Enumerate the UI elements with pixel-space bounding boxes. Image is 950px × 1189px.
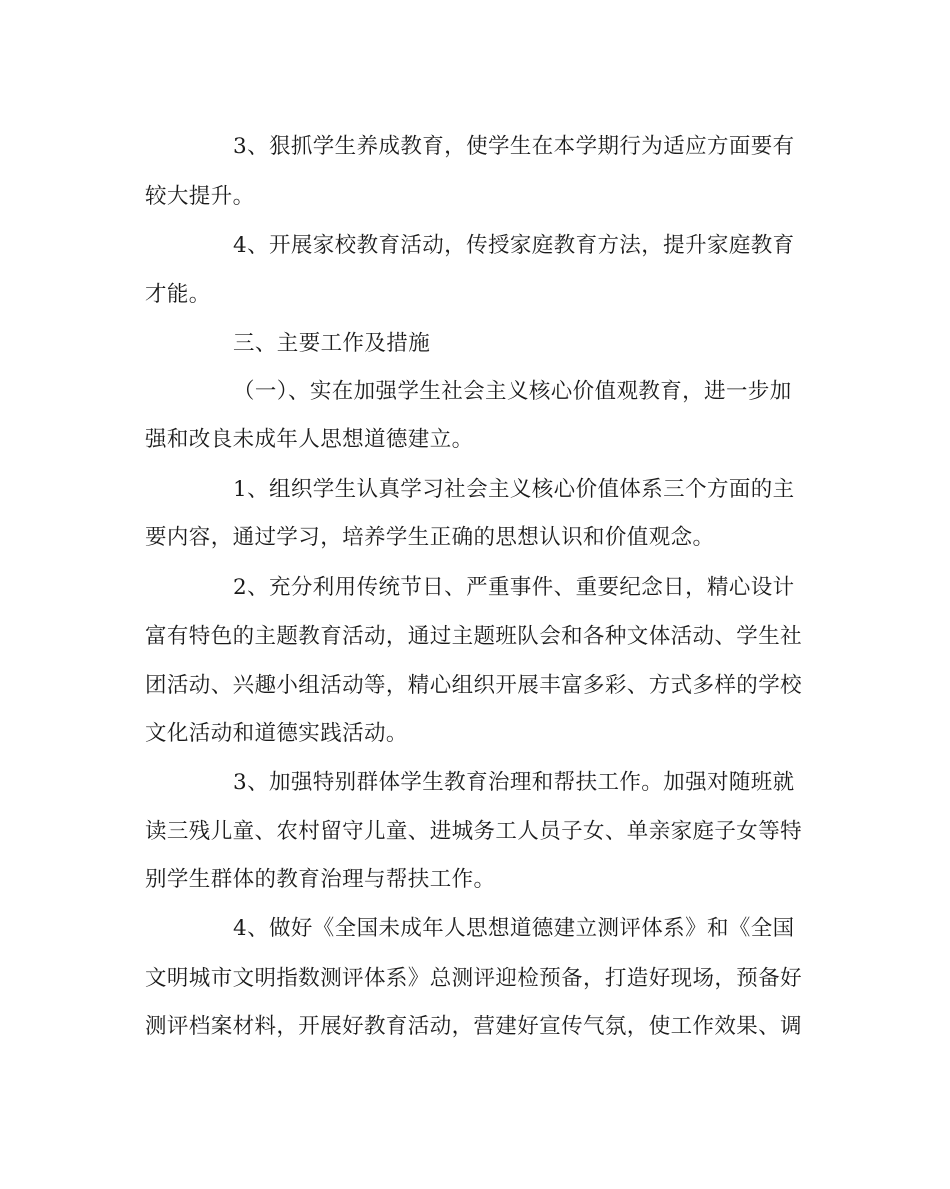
text-line: 别学生群体的教育治理与帮扶工作。 xyxy=(145,867,496,892)
text-line: 文化活动和道德实践活动。 xyxy=(145,721,408,746)
text-line: 4、开展家校教育活动，传授家庭教育方法，提升家庭教育 xyxy=(233,233,795,258)
text-line: 富有特色的主题教育活动，通过主题班队会和各种文体活动、学生社 xyxy=(145,624,803,649)
text-line: 4、做好《全国未成年人思想道德建立测评体系》和《全国 xyxy=(233,916,795,941)
text-line: 2、充分利用传统节日、严重事件、重要纪念日，精心设计 xyxy=(233,575,795,600)
text-line: 要内容，通过学习，培养学生正确的思想认识和价值观念。 xyxy=(145,525,715,550)
text-line: 3、加强特别群体学生教育治理和帮扶工作。加强对随班就 xyxy=(233,770,795,795)
text-line: 文明城市文明指数测评体系》总测评迎检预备，打造好现场，预备好 xyxy=(145,966,803,991)
text-line: 才能。 xyxy=(145,282,211,307)
text-line: 较大提升。 xyxy=(145,184,255,209)
text-line: 读三残儿童、农村留守儿童、进城务工人员子女、单亲家庭子女等特 xyxy=(145,819,803,844)
text-line: 3、狠抓学生养成教育，使学生在本学期行为适应方面要有 xyxy=(233,134,795,159)
section-heading: 三、主要工作及措施 xyxy=(233,331,431,356)
text-line: 强和改良未成年人思想道德建立。 xyxy=(145,427,474,452)
text-line: 测评档案材料，开展好教育活动，营建好宣传气氛，使工作效果、调 xyxy=(145,1014,803,1039)
subsection-heading: （一）、实在加强学生社会主义核心价值观教育，进一步加 xyxy=(233,379,792,404)
text-line: 团活动、兴趣小组活动等，精心组织开展丰富多彩、方式多样的学校 xyxy=(145,673,803,698)
text-line: 1、组织学生认真学习社会主义核心价值体系三个方面的主 xyxy=(233,477,795,502)
